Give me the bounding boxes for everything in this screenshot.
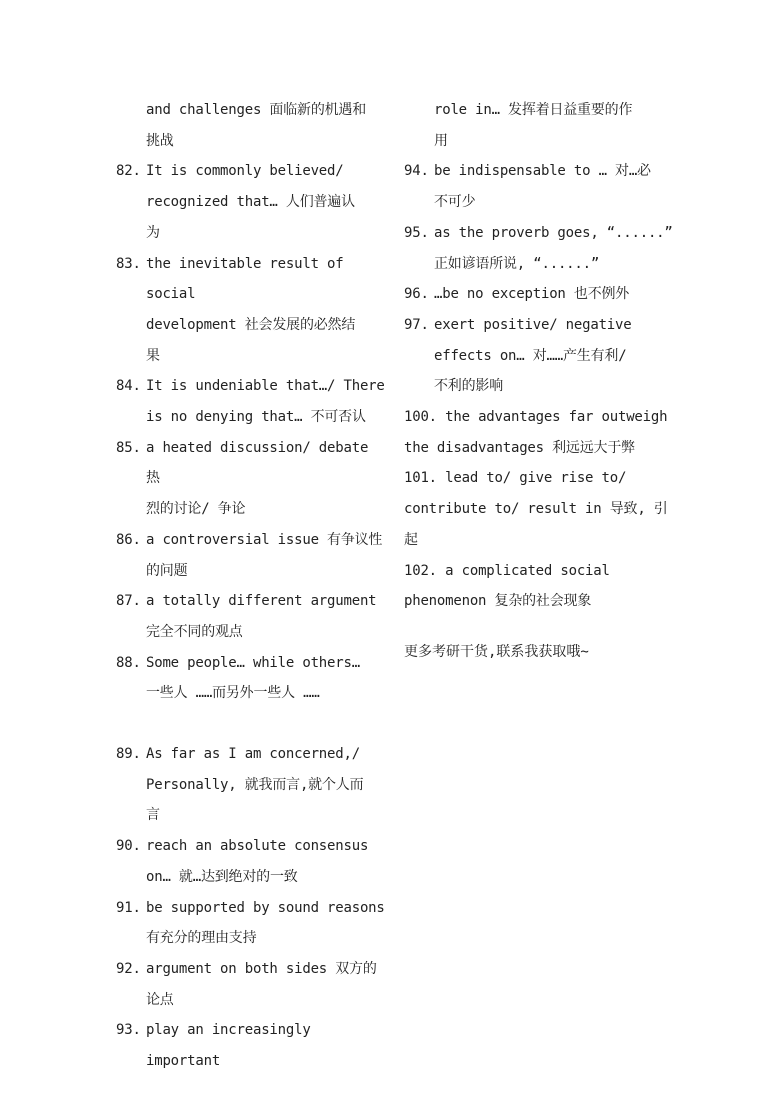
entry-number: 83. <box>116 255 141 272</box>
phrase-entry <box>404 279 674 310</box>
entry-text: lead to/ give rise to/ contribute to/ result in 导致, 引 起 <box>404 470 668 548</box>
entry-number: 86. <box>116 531 141 548</box>
entry-number: 95. <box>404 224 429 241</box>
phrase-entry <box>116 648 388 709</box>
entry-text: reach an absolute consensus on… 就…达到绝对的一致 <box>146 838 369 885</box>
entry-text: argument on both sides 双方的 论点 <box>146 960 377 1008</box>
footer-note: 更多考研干货,联系我获取哦~ <box>404 643 589 660</box>
entry-number: 97. <box>404 316 429 333</box>
entry-number: 92. <box>116 960 141 977</box>
phrase-entry <box>404 402 674 463</box>
phrase-entry <box>404 310 674 402</box>
right-column <box>404 95 674 667</box>
entry-text: a complicated social phenomenon 复杂的社会现象 <box>404 562 610 610</box>
entry-number: 101. <box>404 470 437 487</box>
entry-number: 82. <box>116 163 141 180</box>
entry-text: the advantages far outweigh the disadvantages 利远远大于弊 <box>404 409 668 456</box>
entry-number: 90. <box>116 838 141 855</box>
phrase-entry <box>116 433 388 525</box>
phrase-entry <box>116 893 388 954</box>
phrase-entry <box>116 525 388 586</box>
entry-number: 96. <box>404 286 429 303</box>
phrase-entry <box>116 95 388 156</box>
entry-number: 94. <box>404 163 429 180</box>
entry-text: a heated discussion/ debate 热 烈的讨论/ 争论 <box>146 439 369 518</box>
phrase-entry <box>404 95 674 156</box>
entry-number: 89. <box>116 746 141 763</box>
left-column <box>116 95 388 1077</box>
entry-number: 87. <box>116 593 141 610</box>
entry-text: a totally different argument 完全不同的观点 <box>146 593 377 640</box>
entry-number: 91. <box>116 899 141 916</box>
phrase-entry <box>116 1015 388 1076</box>
entry-text: play an increasingly important <box>146 1022 311 1070</box>
entry-text: the inevitable result of social development 社会发展的必然结 果 <box>146 255 356 364</box>
entry-number: 93. <box>116 1022 141 1039</box>
entry-text: and challenges 面临新的机遇和 挑战 <box>146 102 367 149</box>
entry-text: be supported by sound reasons 有充分的理由支持 <box>146 899 385 947</box>
entry-text: role in… 发挥着日益重要的作 用 <box>434 102 633 149</box>
phrase-entry <box>116 739 388 831</box>
entry-text: It is commonly believed/ recognized that… 人们普遍认 为 <box>146 163 355 241</box>
entry-text: …be no exception 也不例外 <box>434 286 630 303</box>
phrase-entry <box>404 556 674 617</box>
phrase-entry <box>116 156 388 248</box>
phrase-entry <box>116 371 388 432</box>
phrase-entry <box>116 586 388 647</box>
entry-number <box>116 95 146 156</box>
entry-number: 100. <box>404 409 437 426</box>
entry-text: Some people… while others… 一些人 ……而另外一些人 …… <box>146 654 360 702</box>
blank-line <box>116 709 388 739</box>
phrase-entry <box>404 218 674 279</box>
entry-text: exert positive/ negative effects on… 对……产生有利/ 不利的影响 <box>434 316 632 395</box>
entry-number: 84. <box>116 378 141 395</box>
entry-text: a controversial issue 有争议性 的问题 <box>146 531 383 579</box>
entry-text: be indispensable to … 对…必 不可少 <box>434 163 651 211</box>
entry-number: 102. <box>404 562 437 579</box>
phrase-entry <box>404 156 674 217</box>
phrase-entry <box>116 954 388 1015</box>
entry-number: 85. <box>116 439 141 456</box>
entry-text: It is undeniable that…/ There is no denying that… 不可否认 <box>146 378 385 426</box>
phrase-entry <box>116 249 388 372</box>
phrase-entry <box>116 831 388 892</box>
phrase-entry <box>404 463 674 555</box>
entry-text: As far as I am concerned,/ Personally, 就我而言,就个人而 言 <box>146 746 364 824</box>
entry-number: 88. <box>116 654 141 671</box>
entry-number <box>404 95 434 156</box>
entry-text: as the proverb goes, “......” 正如谚语所说, “......” <box>434 224 673 272</box>
